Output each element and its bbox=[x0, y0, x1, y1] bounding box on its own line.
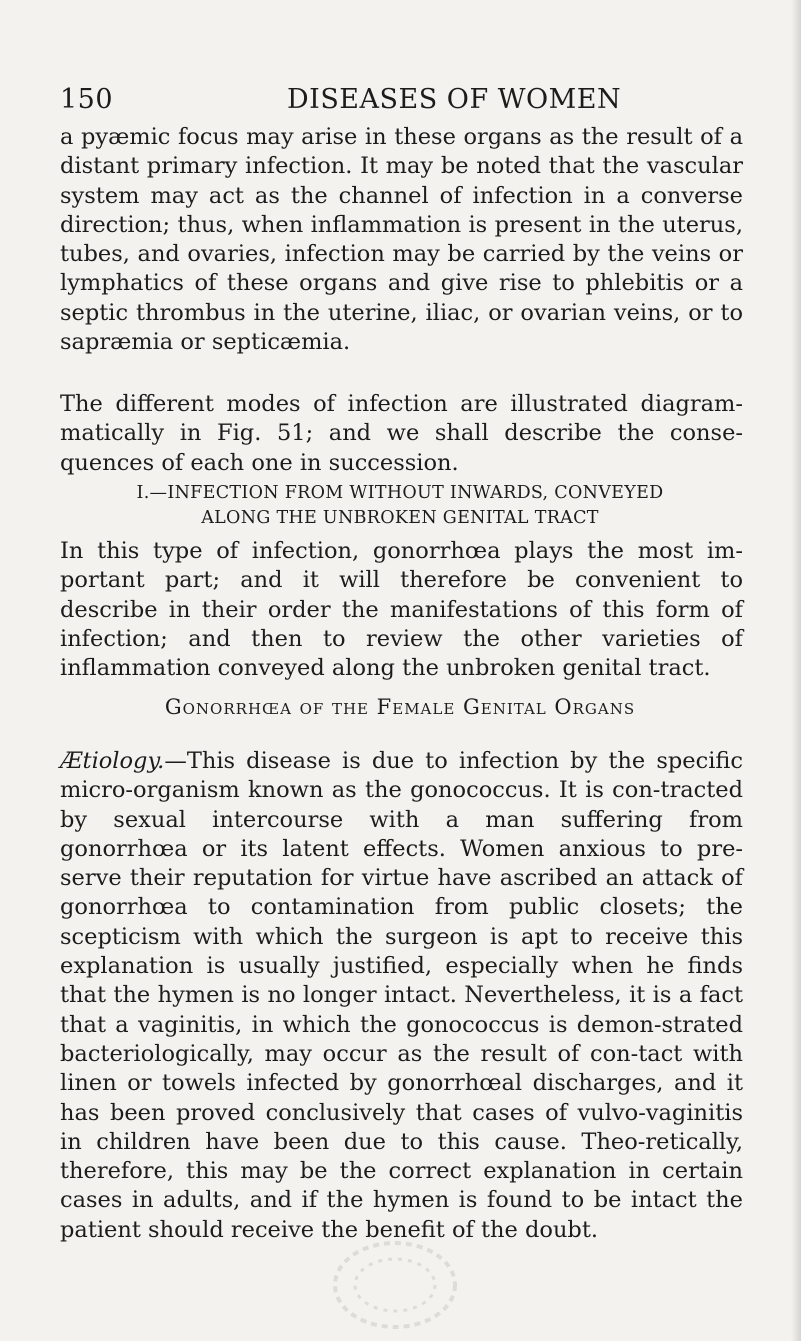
section-heading bbox=[60, 481, 740, 531]
paragraph-4-text: —This disease is due to infection by the specific micro-organism known as the gonococcus. It is con-tracted by sexual intercourse with a man suffering from gonorrhœa or its latent effects. Women anxious to pre-serve their reputation for virtue have ascribed an attack of gonorrhœa to contamination from public closets; the scepticism with which the surgeon is apt to receive this explanation is usually justified, especially when he finds that the hymen is no longer intact. Nevertheless, it is a fact that a vaginitis, in which the gonococcus is demon-strated bacteriologically, may occur as the result of con-tact with linen or towels infected by gonorrhœal discharges, and it has been proved conclusively that cases of vulvo-vaginitis in children have been due to this cause. Theo-retically, therefore, this may be the correct explanation in certain cases in adults, and if the hymen is found to be intact the patient should receive the benefit of the doubt. bbox=[60, 748, 743, 1243]
section-heading-line-1: I.—INFECTION FROM WITHOUT INWARDS, CONVEYED bbox=[136, 483, 664, 503]
page-edge-shadow bbox=[791, 0, 801, 1341]
page-header bbox=[60, 80, 740, 120]
paragraph-1: a pyæmic focus may arise in these organs as the result of a distant primary infection. It may be noted that the vascular system may act as the channel of infection in a converse direction; thus, when inflammation is present in the uterus, tubes, and ovaries, infection may be carried by the veins or lymphatics of these organs and give rise to phlebitis or a septic thrombus in the uterine, iliac, or ovarian veins, or to sapræmia or septicæmia. bbox=[60, 124, 743, 356]
library-stamp-mark bbox=[320, 1235, 470, 1335]
page-number: 150 bbox=[60, 84, 114, 115]
subheading: Gonorrhœa of the Female Genital Organs bbox=[164, 695, 636, 719]
paragraph-3: In this type of infection, gonorrhœa plays the most im-portant part; and it will therefore be convenient to describe in their order the manifestations of this form of infection; and then to review the other varieties of inflammation conveyed along the unbroken genital tract. bbox=[60, 538, 743, 682]
paragraph-4 bbox=[60, 747, 743, 1245]
paragraph-2: The different modes of infection are illustrated diagram-matically in Fig. 51; and we shall describe the conse-quences of each one in succession. bbox=[60, 391, 743, 476]
paragraph-4-lead: Ætiology. bbox=[60, 748, 165, 774]
running-head: DISEASES OF WOMEN bbox=[287, 84, 622, 115]
section-heading-line-2: ALONG THE UNBROKEN GENITAL TRACT bbox=[201, 508, 599, 528]
